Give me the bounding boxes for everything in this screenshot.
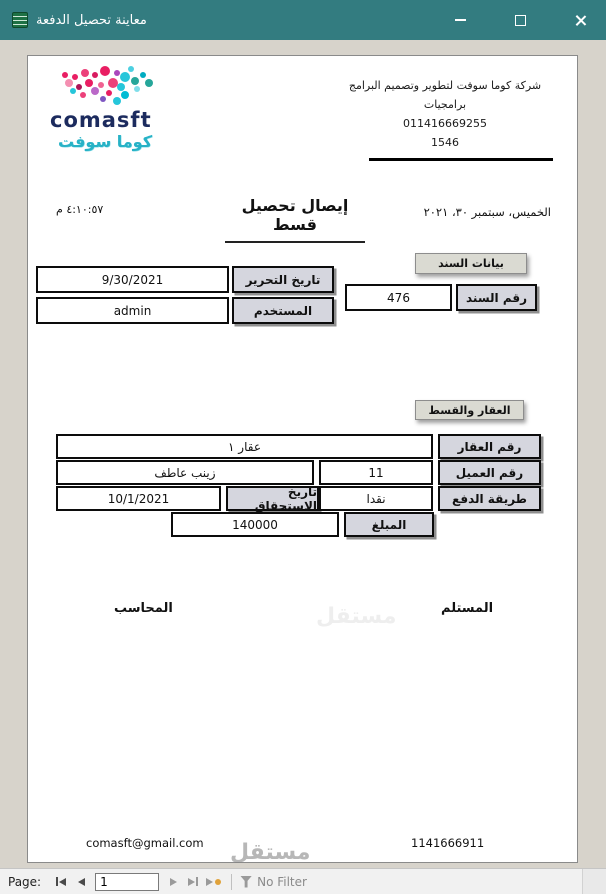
close-icon <box>574 14 587 27</box>
edit-date-label: تاريخ التحرير <box>232 266 334 293</box>
client-number-label: رقم العميل <box>438 460 541 485</box>
last-record-button[interactable] <box>183 872 203 892</box>
resize-grip <box>582 869 606 894</box>
filter-status[interactable]: No Filter <box>257 874 307 889</box>
report-title: إيصال تحصيل قسط <box>225 196 365 243</box>
doc-number-value: 476 <box>345 284 452 311</box>
logo-dots-graphic <box>62 72 68 78</box>
new-record-icon <box>206 878 213 886</box>
user-value: admin <box>36 297 229 324</box>
next-record-button[interactable] <box>163 872 183 892</box>
new-record-button[interactable] <box>203 872 223 892</box>
window-title: معاينة تحصيل الدفعة <box>36 12 147 28</box>
company-name: شركة كوما سوفت لتطوير وتصميم البرامج <box>348 79 542 92</box>
next-record-icon <box>170 878 177 886</box>
signature-accountant: المحاسب <box>114 601 173 616</box>
titlebar <box>0 0 606 40</box>
company-type: برامجيات <box>423 98 467 111</box>
due-date-label: تاريخ الاستحقاق <box>226 486 319 511</box>
property-value: عقار ١ <box>56 434 433 459</box>
client-number-value: 11 <box>319 460 433 485</box>
report-page <box>27 55 578 863</box>
page-label: Page: <box>8 874 42 889</box>
last-record-icon <box>188 878 195 886</box>
statusbar <box>0 868 606 894</box>
user-label: المستخدم <box>232 297 334 324</box>
print-date: الخميس، سبتمبر ٣٠، ٢٠٢١ <box>423 205 551 219</box>
company-phone: 011416669255 <box>403 117 487 130</box>
previous-record-button[interactable] <box>71 872 91 892</box>
maximize-button[interactable] <box>508 8 532 32</box>
logo-text: comasft <box>50 108 152 132</box>
maximize-icon <box>515 15 526 26</box>
pay-method-value: نقدا <box>319 486 433 511</box>
amount-value: 140000 <box>171 512 339 537</box>
report-workspace <box>0 40 606 868</box>
window-controls <box>448 0 592 40</box>
footer-phone: 1141666911 <box>411 836 485 850</box>
footer-email: comasft@gmail.com <box>86 836 204 850</box>
property-label: رقم العقار <box>438 434 541 459</box>
logo-arabic-text: كوما سوفت <box>58 132 152 151</box>
client-name-value: زينب عاطف <box>56 460 314 485</box>
edit-date-value: 9/30/2021 <box>36 266 229 293</box>
minimize-icon <box>455 19 466 21</box>
statusbar-separator <box>231 874 232 890</box>
page-number-input[interactable] <box>95 873 159 891</box>
header-divider <box>369 158 553 161</box>
amount-label: المبلغ <box>344 512 434 537</box>
pay-method-label: طريقة الدفع <box>438 486 541 511</box>
doc-number-label: رقم السند <box>456 284 537 311</box>
print-time: ٤:١٠:٥٧ م <box>56 203 104 216</box>
access-report-icon <box>12 12 28 28</box>
due-date-value: 10/1/2021 <box>56 486 221 511</box>
first-record-button[interactable] <box>51 872 71 892</box>
close-button[interactable] <box>568 8 592 32</box>
company-info <box>325 76 565 152</box>
previous-record-icon <box>78 878 85 886</box>
company-number: 1546 <box>431 136 459 149</box>
section-heading-bond: بيانات السند <box>415 253 527 274</box>
filter-icon <box>240 876 252 888</box>
minimize-button[interactable] <box>448 8 472 32</box>
signature-receiver: المستلم <box>441 601 494 616</box>
watermark: مستقل <box>230 840 311 865</box>
watermark: مستقل <box>316 604 397 629</box>
first-record-icon <box>56 877 58 886</box>
section-heading-property: العقار والقسط <box>415 400 524 420</box>
